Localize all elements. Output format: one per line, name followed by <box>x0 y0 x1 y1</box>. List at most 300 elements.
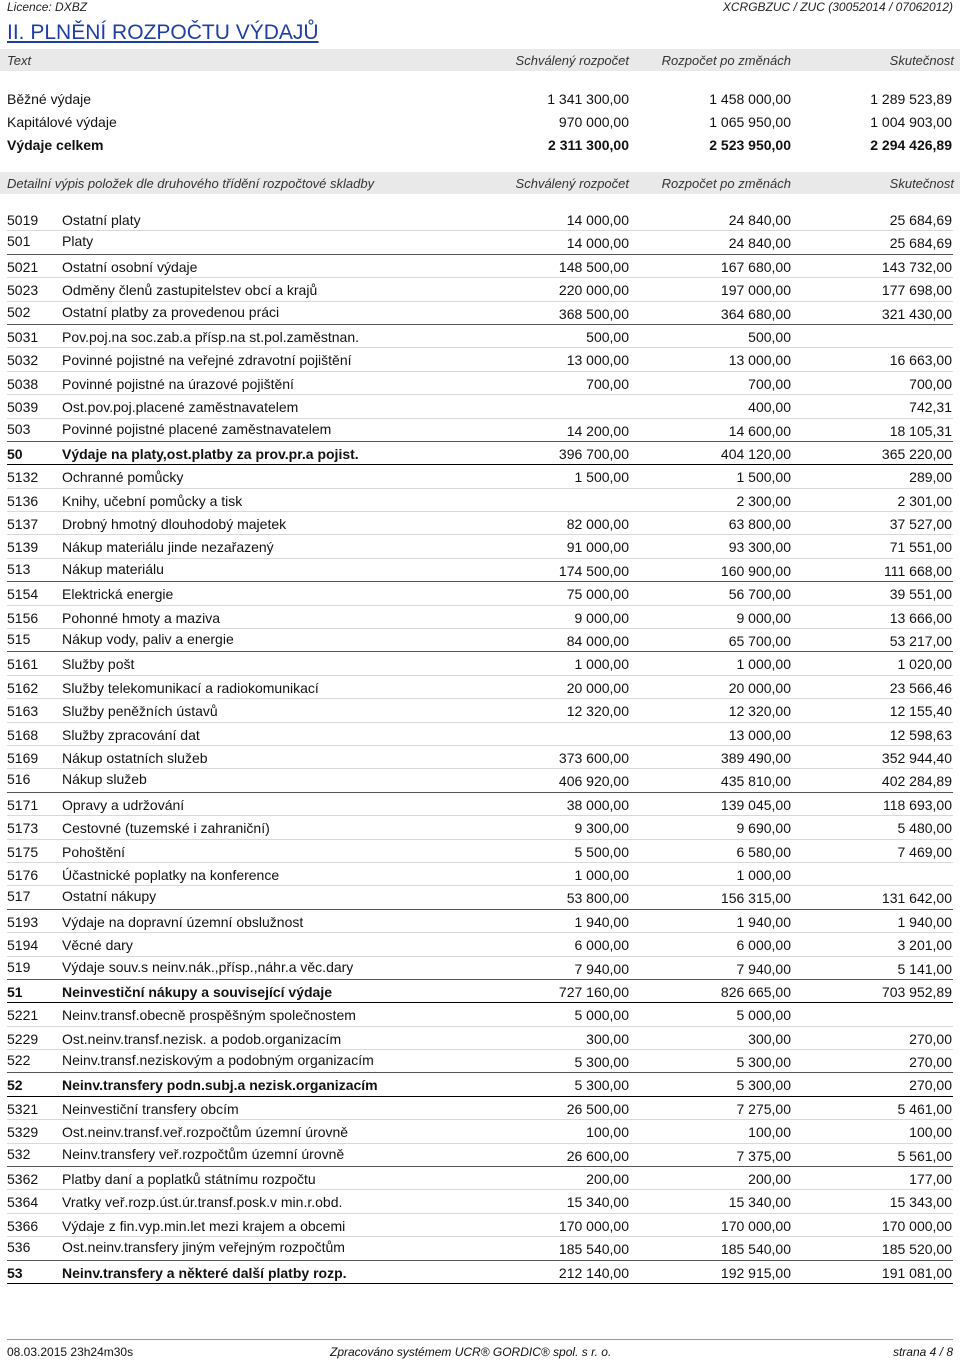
row-approved: 727 160,00 <box>558 983 629 1000</box>
column-header <box>0 49 960 71</box>
row-approved: 38 000,00 <box>566 796 629 813</box>
table-row <box>7 419 953 442</box>
row-code: 516 <box>7 771 31 788</box>
row-amended: 185 540,00 <box>720 1241 791 1258</box>
table-row <box>7 1261 953 1284</box>
table-row <box>7 465 953 488</box>
row-approved: 170 000,00 <box>558 1217 629 1234</box>
table-row <box>7 1120 953 1143</box>
row-code: 5168 <box>7 726 39 743</box>
row-approved: 100,00 <box>586 1124 629 1141</box>
row-code: 5329 <box>7 1124 39 1141</box>
row-label: Neinv.transfery a některé další platby rozp. <box>62 1264 347 1281</box>
row-amended: 1 940,00 <box>736 913 791 930</box>
table-row <box>7 699 953 722</box>
row-amended: 20 000,00 <box>728 679 791 696</box>
row-label: Běžné výdaje <box>7 91 92 107</box>
row-actual: 5 561,00 <box>897 1147 952 1164</box>
row-amended: 435 810,00 <box>720 773 791 790</box>
row-approved: 9 000,00 <box>574 609 629 626</box>
row-approved: 20 000,00 <box>566 679 629 696</box>
summary-row <box>7 133 953 156</box>
row-amended: 826 665,00 <box>720 983 791 1000</box>
footer-page: strana 4 / 8 <box>892 1345 953 1359</box>
row-code: 5032 <box>7 352 39 369</box>
row-code: 5154 <box>7 586 39 603</box>
row-label: Povinné pojistné placené zaměstnavatelem <box>62 420 332 437</box>
row-actual: 5 480,00 <box>897 820 952 837</box>
row-actual: 700,00 <box>909 375 952 392</box>
row-amended: 24 840,00 <box>728 212 791 228</box>
row-code: 503 <box>7 420 31 437</box>
row-approved: 84 000,00 <box>566 633 629 650</box>
row-amended: 24 840,00 <box>728 235 791 252</box>
row-label: Ost.neinv.transf.nezisk. a podob.organizacím <box>62 1030 342 1047</box>
row-approved: 5 300,00 <box>574 1077 629 1094</box>
table-row <box>7 278 953 301</box>
row-label: Nákup materiálu <box>62 560 164 577</box>
row-approved: 14 200,00 <box>566 422 629 439</box>
table-row <box>7 816 953 839</box>
table-row <box>7 886 953 909</box>
row-approved: 6 000,00 <box>574 937 629 954</box>
row-approved: 200,00 <box>586 1171 629 1188</box>
row-amended: 1 500,00 <box>736 469 791 486</box>
row-actual: 12 155,40 <box>889 703 952 720</box>
row-code: 532 <box>7 1145 31 1162</box>
table-row <box>7 582 953 605</box>
row-amended: 364 680,00 <box>720 305 791 322</box>
detail-header-approved: Schválený rozpočet <box>515 176 629 191</box>
row-approved: 700,00 <box>586 375 629 392</box>
row-label: Opravy a udržování <box>62 796 185 813</box>
row-code: 51 <box>7 983 23 1000</box>
row-actual: 3 201,00 <box>897 937 952 954</box>
row-approved: 1 940,00 <box>574 913 629 930</box>
footer-timestamp: 08.03.2015 23h24m30s <box>7 1345 134 1359</box>
row-actual: 13 666,00 <box>889 609 952 626</box>
row-actual: 1 020,00 <box>897 656 952 673</box>
row-amended: 1 000,00 <box>736 656 791 673</box>
row-amended: 14 600,00 <box>728 422 791 439</box>
row-actual: 270,00 <box>909 1030 952 1047</box>
row-actual: 23 566,46 <box>889 679 952 696</box>
row-actual: 742,31 <box>909 399 952 416</box>
row-actual: 185 520,00 <box>881 1241 952 1258</box>
row-amended: 93 300,00 <box>728 539 791 556</box>
row-label: Drobný hmotný dlouhodobý majetek <box>62 516 287 533</box>
row-actual: 5 461,00 <box>897 1100 952 1117</box>
column-header-amended: Rozpočet po změnách <box>661 53 791 68</box>
row-approved: 148 500,00 <box>558 258 629 275</box>
row-actual: 12 598,63 <box>889 726 952 743</box>
row-code: 5321 <box>7 1100 39 1117</box>
row-amended: 65 700,00 <box>728 633 791 650</box>
row-actual: 25 684,69 <box>889 212 952 228</box>
summary-row <box>7 87 953 110</box>
row-label: Neinvestiční transfery obcím <box>62 1100 239 1117</box>
row-code: 5169 <box>7 749 39 766</box>
row-amended: 139 045,00 <box>720 796 791 813</box>
row-actual: 170 000,00 <box>881 1217 952 1234</box>
row-amended: 100,00 <box>748 1124 791 1141</box>
report-id-label: XCRGBZUC / ZUC (30052014 / 07062012) <box>722 0 953 14</box>
row-code: 5229 <box>7 1030 39 1047</box>
row-amended: 12 320,00 <box>728 703 791 720</box>
table-row <box>7 1050 953 1073</box>
table-row <box>7 489 953 512</box>
row-label: Služby pošt <box>62 656 135 673</box>
row-amended: 170 000,00 <box>720 1217 791 1234</box>
row-actual: 2 301,00 <box>897 492 952 509</box>
summary-row <box>7 110 953 133</box>
row-actual: 352 944,40 <box>881 749 952 766</box>
row-label: Nákup materiálu jinde nezařazený <box>62 539 274 556</box>
row-amended: 156 315,00 <box>720 890 791 907</box>
row-approved: 368 500,00 <box>558 305 629 322</box>
row-code: 50 <box>7 445 23 462</box>
row-actual: 118 693,00 <box>882 796 952 813</box>
row-amended: 2 523 950,00 <box>709 137 791 154</box>
row-actual: 270,00 <box>909 1077 952 1094</box>
table-row <box>7 723 953 746</box>
row-label: Povinné pojistné na úrazové pojištění <box>62 375 294 392</box>
row-code: 5021 <box>7 258 39 275</box>
row-amended: 197 000,00 <box>720 282 791 299</box>
table-row <box>7 325 953 348</box>
row-code: 515 <box>7 631 31 648</box>
table-row <box>7 231 953 254</box>
row-approved: 14 000,00 <box>566 235 629 252</box>
table-row <box>7 1237 953 1260</box>
row-code: 5019 <box>7 212 39 228</box>
row-code: 5362 <box>7 1171 39 1188</box>
top-bar <box>0 0 960 15</box>
table-row <box>7 980 953 1003</box>
row-code: 5132 <box>7 469 39 486</box>
table-row <box>7 512 953 535</box>
row-actual: 1 289 523,89 <box>870 91 952 107</box>
row-approved: 396 700,00 <box>558 445 629 462</box>
row-amended: 15 340,00 <box>728 1194 791 1211</box>
row-amended: 6 000,00 <box>736 937 791 954</box>
row-approved: 1 000,00 <box>574 656 629 673</box>
license-label: Licence: DXBZ <box>7 0 88 14</box>
row-label: Účastnické poplatky na konference <box>62 866 280 883</box>
row-actual: 15 343,00 <box>889 1194 952 1211</box>
row-approved: 2 311 300,00 <box>548 137 629 154</box>
table-row <box>7 559 953 582</box>
row-amended: 5 300,00 <box>736 1077 791 1094</box>
row-approved: 15 340,00 <box>566 1194 629 1211</box>
row-code: 5171 <box>7 796 39 813</box>
row-actual: 402 284,89 <box>881 773 952 790</box>
row-label: Vratky veř.rozp.úst.úr.transf.posk.v min.r.obd. <box>62 1194 343 1211</box>
row-amended: 1 000,00 <box>736 866 791 883</box>
detail-header-text: Detailní výpis položek dle druhového třídění rozpočtové skladby <box>7 176 375 191</box>
table-row <box>7 1144 953 1167</box>
row-approved: 12 320,00 <box>566 703 629 720</box>
row-code: 5364 <box>7 1194 39 1211</box>
table-row <box>7 208 953 231</box>
row-label: Výdaje z fin.vyp.min.let mezi krajem a obcemi <box>62 1217 346 1234</box>
table-row <box>7 1097 953 1120</box>
row-amended: 500,00 <box>748 328 791 345</box>
row-approved: 300,00 <box>586 1030 629 1047</box>
row-label: Elektrická energie <box>62 586 174 603</box>
table-row <box>7 1027 953 1050</box>
row-code: 536 <box>7 1239 31 1256</box>
row-code: 5366 <box>7 1217 39 1234</box>
row-code: 519 <box>7 958 31 975</box>
row-actual: 131 642,00 <box>881 890 952 907</box>
row-approved: 91 000,00 <box>566 539 629 556</box>
row-approved: 220 000,00 <box>558 282 629 299</box>
row-label: Výdaje na platy,ost.platby za prov.pr.a pojist. <box>62 445 359 462</box>
table-row <box>7 372 953 395</box>
row-approved: 1 341 300,00 <box>547 91 629 107</box>
detail-table <box>0 208 960 1284</box>
row-amended: 13 000,00 <box>728 352 791 369</box>
row-label: Odměny členů zastupitelstev obcí a krajů <box>62 282 318 299</box>
row-amended: 167 680,00 <box>720 258 791 275</box>
row-approved: 75 000,00 <box>566 586 629 603</box>
row-actual: 1 004 903,00 <box>870 114 952 131</box>
table-row <box>7 629 953 652</box>
row-amended: 63 800,00 <box>728 516 791 533</box>
row-actual: 703 952,89 <box>881 983 952 1000</box>
column-header-text: Text <box>7 53 32 68</box>
row-label: Povinné pojistné na veřejné zdravotní pojištění <box>62 352 352 369</box>
row-amended: 6 580,00 <box>736 843 791 860</box>
row-label: Neinvestiční nákupy a související výdaje <box>62 983 333 1000</box>
row-approved: 5 000,00 <box>574 1007 629 1024</box>
row-approved: 373 600,00 <box>558 749 629 766</box>
footer-divider <box>7 1339 953 1340</box>
row-code: 5221 <box>7 1007 39 1024</box>
row-actual: 289,00 <box>909 469 952 486</box>
row-code: 5173 <box>7 820 39 837</box>
row-amended: 1 458 000,00 <box>709 91 791 107</box>
row-label: Ost.neinv.transfery jiným veřejným rozpočtům <box>62 1239 345 1256</box>
row-label: Platy <box>62 233 94 250</box>
row-actual: 321 430,00 <box>881 305 952 322</box>
row-amended: 200,00 <box>748 1171 791 1188</box>
row-label: Ostatní platy <box>62 212 141 228</box>
table-row <box>7 769 953 792</box>
row-approved: 174 500,00 <box>558 562 629 579</box>
table-row <box>7 606 953 629</box>
row-approved: 970 000,00 <box>558 114 629 131</box>
row-amended: 5 300,00 <box>736 1054 791 1071</box>
row-code: 5194 <box>7 937 39 954</box>
row-amended: 192 915,00 <box>720 1264 791 1281</box>
row-label: Výdaje celkem <box>7 137 104 154</box>
row-code: 5162 <box>7 679 39 696</box>
table-row <box>7 535 953 558</box>
row-label: Cestovné (tuzemské i zahraniční) <box>62 820 270 837</box>
row-label: Neinv.transf.neziskovým a podobným organizacím <box>62 1052 374 1069</box>
row-actual: 111 668,00 <box>884 562 952 579</box>
row-label: Kapitálové výdaje <box>7 114 117 131</box>
row-actual: 1 940,00 <box>897 913 952 930</box>
row-actual: 143 732,00 <box>881 258 952 275</box>
row-approved: 82 000,00 <box>566 516 629 533</box>
row-label: Neinv.transfery veř.rozpočtům územní úrovně <box>62 1145 345 1162</box>
row-amended: 389 490,00 <box>720 749 791 766</box>
table-row <box>7 348 953 371</box>
row-actual: 177 698,00 <box>881 282 952 299</box>
row-actual: 25 684,69 <box>889 235 952 252</box>
table-row <box>7 840 953 863</box>
row-actual: 16 663,00 <box>889 352 952 369</box>
row-amended: 1 065 950,00 <box>709 114 791 131</box>
table-row <box>7 442 953 465</box>
row-label: Služby peněžních ústavů <box>62 703 218 720</box>
row-actual: 7 469,00 <box>897 843 952 860</box>
table-row <box>7 1214 953 1237</box>
row-approved: 53 800,00 <box>566 890 629 907</box>
row-code: 517 <box>7 888 31 905</box>
row-label: Nákup ostatních služeb <box>62 749 208 766</box>
row-approved: 212 140,00 <box>558 1264 629 1281</box>
row-code: 5038 <box>7 375 39 392</box>
row-code: 5193 <box>7 913 39 930</box>
row-code: 5175 <box>7 843 39 860</box>
row-label: Věcné dary <box>62 937 133 954</box>
row-approved: 1 000,00 <box>574 866 629 883</box>
row-label: Pov.poj.na soc.zab.a přísp.na st.pol.zaměstnan. <box>62 328 360 345</box>
row-actual: 270,00 <box>909 1054 952 1071</box>
table-row <box>7 1190 953 1213</box>
row-label: Knihy, učební pomůcky a tisk <box>62 492 243 509</box>
row-actual: 2 294 426,89 <box>870 137 952 154</box>
row-amended: 300,00 <box>748 1030 791 1047</box>
row-label: Služby telekomunikací a radiokomunikací <box>62 679 319 696</box>
row-amended: 56 700,00 <box>728 586 791 603</box>
row-code: 522 <box>7 1052 31 1069</box>
row-approved: 185 540,00 <box>558 1241 629 1258</box>
table-row <box>7 933 953 956</box>
table-row <box>7 910 953 933</box>
row-label: Ostatní osobní výdaje <box>62 258 198 275</box>
row-actual: 37 527,00 <box>889 516 952 533</box>
row-amended: 9 690,00 <box>736 820 791 837</box>
row-amended: 404 120,00 <box>720 445 791 462</box>
row-approved: 14 000,00 <box>566 212 629 228</box>
row-actual: 100,00 <box>909 1124 952 1141</box>
row-approved: 26 600,00 <box>566 1147 629 1164</box>
row-label: Platby daní a poplatků státnímu rozpočtu <box>62 1171 316 1188</box>
row-approved: 5 300,00 <box>574 1054 629 1071</box>
row-approved: 406 920,00 <box>558 773 629 790</box>
row-label: Ostatní platby za provedenou práci <box>62 303 280 320</box>
row-label: Nákup služeb <box>62 771 147 788</box>
row-label: Neinv.transf.obecně prospěšným společnostem <box>62 1007 356 1024</box>
row-code: 502 <box>7 303 31 320</box>
row-approved: 26 500,00 <box>566 1100 629 1117</box>
row-actual: 39 551,00 <box>889 586 952 603</box>
table-row <box>7 957 953 980</box>
row-label: Ost.neinv.transf.veř.rozpočtům územní úrovně <box>62 1124 349 1141</box>
summary-table <box>0 87 960 157</box>
column-header-approved: Schválený rozpočet <box>515 53 629 68</box>
row-label: Pohoštění <box>62 843 126 860</box>
row-code: 5156 <box>7 609 39 626</box>
row-amended: 2 300,00 <box>736 492 791 509</box>
row-label: Pohonné hmoty a maziva <box>62 609 220 626</box>
row-approved: 13 000,00 <box>566 352 629 369</box>
row-amended: 700,00 <box>748 375 791 392</box>
row-approved: 1 500,00 <box>574 469 629 486</box>
row-actual: 53 217,00 <box>889 633 952 650</box>
row-actual: 191 081,00 <box>881 1264 952 1281</box>
row-code: 513 <box>7 560 31 577</box>
row-label: Ost.pov.poj.placené zaměstnavatelem <box>62 399 299 416</box>
row-actual: 365 220,00 <box>881 445 952 462</box>
table-row <box>7 652 953 675</box>
row-code: 5163 <box>7 703 39 720</box>
table-row <box>7 1003 953 1026</box>
column-header-actual: Skutečnost <box>889 53 954 68</box>
row-code: 52 <box>7 1077 23 1094</box>
row-amended: 13 000,00 <box>728 726 791 743</box>
table-row <box>7 1073 953 1096</box>
row-approved: 5 500,00 <box>574 843 629 860</box>
row-approved: 9 300,00 <box>574 820 629 837</box>
page-title: II. PLNĚNÍ ROZPOČTU VÝDAJŮ <box>7 21 319 44</box>
detail-header-amended: Rozpočet po změnách <box>661 176 791 191</box>
table-row <box>7 302 953 325</box>
row-actual: 71 551,00 <box>889 539 952 556</box>
row-actual: 177,00 <box>909 1171 952 1188</box>
row-code: 5023 <box>7 282 39 299</box>
row-amended: 160 900,00 <box>720 562 791 579</box>
row-code: 5176 <box>7 866 39 883</box>
row-code: 5161 <box>7 656 39 673</box>
row-code: 5031 <box>7 328 39 345</box>
table-row <box>7 863 953 886</box>
row-code: 5137 <box>7 516 39 533</box>
footer-system: Zpracováno systémem UCR® GORDIC® spol. s r. o. <box>330 1345 612 1359</box>
row-actual: 5 141,00 <box>897 960 952 977</box>
detail-header <box>0 172 960 194</box>
row-code: 5136 <box>7 492 39 509</box>
row-approved: 7 940,00 <box>574 960 629 977</box>
row-amended: 9 000,00 <box>736 609 791 626</box>
table-row <box>7 1167 953 1190</box>
table-row <box>7 746 953 769</box>
table-row <box>7 395 953 418</box>
table-row <box>7 255 953 278</box>
row-label: Ostatní nákupy <box>62 888 157 905</box>
row-amended: 5 000,00 <box>736 1007 791 1024</box>
detail-header-actual: Skutečnost <box>889 176 954 191</box>
row-label: Neinv.transfery podn.subj.a nezisk.organizacím <box>62 1077 378 1094</box>
table-row <box>7 676 953 699</box>
row-code: 501 <box>7 233 31 250</box>
row-code: 53 <box>7 1264 23 1281</box>
row-label: Výdaje na dopravní územní obslužnost <box>62 913 304 930</box>
row-amended: 400,00 <box>748 399 791 416</box>
row-label: Služby zpracování dat <box>62 726 200 743</box>
row-code: 5139 <box>7 539 39 556</box>
row-label: Výdaje souv.s neinv.nák.,přísp.,náhr.a věc.dary <box>62 958 354 975</box>
row-amended: 7 275,00 <box>736 1100 791 1117</box>
row-amended: 7 940,00 <box>736 960 791 977</box>
row-approved: 500,00 <box>586 328 629 345</box>
row-code: 5039 <box>7 399 39 416</box>
